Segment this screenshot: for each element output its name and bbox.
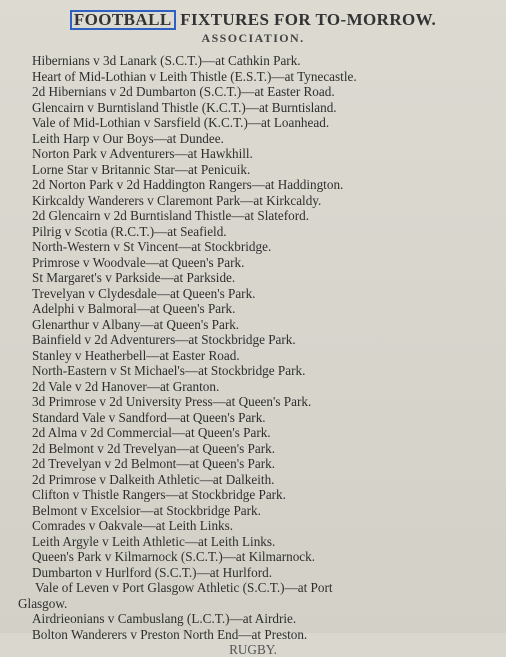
fixture-line: North-Eastern v St Michael's—at Stockbridge Park. <box>32 363 306 378</box>
fixture-line: 2d Vale v 2d Hanover—at Granton. <box>32 378 220 394</box>
section-subtitle: ASSOCIATION. <box>201 31 305 45</box>
fixture-line: 2d Trevelyan v 2d Belmont—at Queen's Park. <box>32 456 276 471</box>
fixture-line: 2d Primrose v Dalkeith Athletic—at Dalkeith. <box>32 471 275 487</box>
fixture-line: Kirkcaldy Wanderers v Claremont Park—at Kirkcaldy. <box>32 192 322 208</box>
fixture-line: Pilrig v Scotia (R.C.T.)—at Seafield. <box>32 223 227 239</box>
fixture-line: Glencairn v Burntisland Thistle (K.C.T.)—at Burntisland. <box>32 99 337 115</box>
fixture-line: Vale of Leven v Port Glasgow Athletic (S.C.T.)—at Port <box>35 580 333 595</box>
search-highlight: FOOTBALL <box>70 10 176 30</box>
fixture-list <box>18 53 500 657</box>
header <box>0 10 506 46</box>
fixture-line: 3d Primrose v 2d University Press—at Queen's Park. <box>32 394 312 409</box>
fixture-line: Clifton v Thistle Rangers—at Stockbridge Park. <box>32 487 286 502</box>
headline <box>0 10 506 30</box>
fixture-line: Comrades v Oakvale—at Leith Links. <box>32 518 234 533</box>
fixture-line: 2d Belmont v 2d Trevelyan—at Queen's Park. <box>32 440 276 456</box>
fixture-line: St Margaret's v Parkside—at Parkside. <box>32 270 236 285</box>
fixture-line: Queen's Park v Kilmarnock (S.C.T.)—at Kilmarnock. <box>32 549 316 564</box>
fixture-line: 2d Norton Park v 2d Haddington Rangers—at Haddington. <box>32 177 344 192</box>
fixture-line: 2d Hibernians v 2d Dumbarton (S.C.T.)—at Easter Road. <box>32 84 335 99</box>
headline-rest: FIXTURES FOR TO-MORROW. <box>175 10 437 29</box>
fixture-line: Leith Harp v Our Boys—at Dundee. <box>32 130 224 146</box>
fixture-line: Dumbarton v Hurlford (S.C.T.)—at Hurlford. <box>32 564 273 580</box>
fixture-line: Bainfield v 2d Adventurers—at Stockbridge Park. <box>32 332 296 347</box>
fixture-line: 2d Alma v 2d Commercial—at Queen's Park. <box>32 425 271 440</box>
fixture-line: 2d Glencairn v 2d Burntisland Thistle—at Slateford. <box>32 208 310 223</box>
fixture-line: Primrose v Woodvale—at Queen's Park. <box>32 254 245 270</box>
fixture-line: Lorne Star v Britannic Star—at Penicuik. <box>32 161 251 177</box>
fixture-line: Hibernians v 3d Lanark (S.C.T.)—at Cathkin Park. <box>32 53 301 68</box>
fixture-line: Vale of Mid-Lothian v Sarsfield (K.C.T.)—at Loanhead. <box>32 115 330 130</box>
fixture-line: Leith Argyle v Leith Athletic—at Leith Links. <box>32 533 276 549</box>
fixture-line: Airdrieonians v Cambuslang (L.C.T.)—at Airdrie. <box>32 611 297 626</box>
fixture-line: Trevelyan v Clydesdale—at Queen's Park. <box>32 285 256 301</box>
fixture-line: Bolton Wanderers v Preston North End—at Preston. <box>32 626 308 642</box>
fixture-line: Standard Vale v Sandford—at Queen's Park. <box>32 409 266 425</box>
fixture-line: Norton Park v Adventurers—at Hawkhill. <box>32 146 253 161</box>
fixture-line: Adelphi v Balmoral—at Queen's Park. <box>32 301 236 316</box>
fixture-line: Belmont v Excelsior—at Stockbridge Park. <box>32 502 261 518</box>
fixture-line: Glenarthur v Albany—at Queen's Park. <box>32 316 240 332</box>
fixture-line: North-Western v St Vincent—at Stockbridge. <box>32 239 272 254</box>
fixture-line: Heart of Mid-Lothian v Leith Thistle (E.S.T.)—at Tynecastle. <box>32 68 357 84</box>
fixture-line: RUGBY. <box>229 642 277 657</box>
fixture-line: Glasgow. <box>18 595 68 611</box>
fixture-line: Stanley v Heatherbell—at Easter Road. <box>32 347 240 363</box>
